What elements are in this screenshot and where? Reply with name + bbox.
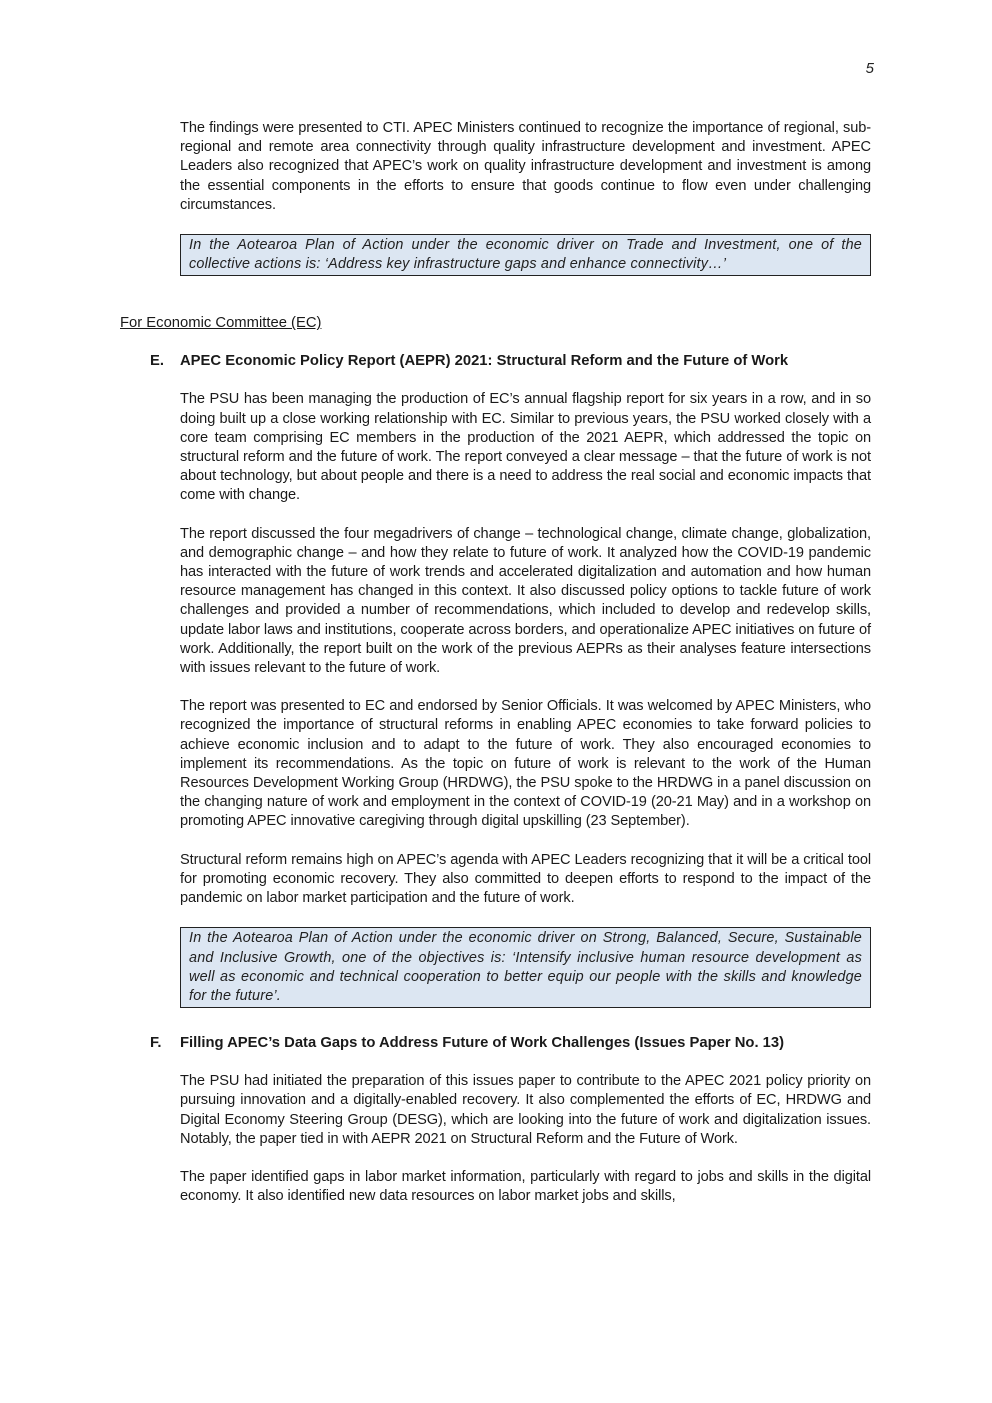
committee-label: For Economic Committee (EC)	[120, 315, 322, 332]
section-f-letter: F.	[150, 1035, 162, 1052]
section-e-title: APEC Economic Policy Report (AEPR) 2021: Structural Reform and the Future of Work	[180, 353, 789, 370]
section-e-paragraph-3: The report was presented to EC and endorsed by Senior Officials. It was welcomed by APEC Ministers, who recognized the importance of structural reforms in enabling APEC economies to take forward policies to achieve economic inclusion and to adapt to the future of work. They also encouraged economies to implement its recommendations. As the topic on future of work is relevant to the work of the Human Resources Development Working Group (HRDWG), the PSU spoke to the HRDWG in a panel discussion on the changing nature of work and employment in the context of COVID-19 (20-21 May) and in a workshop on promoting APEC innovative caregiving through digital upskilling (23 September).	[180, 698, 871, 830]
section-e-paragraph-4: Structural reform remains high on APEC’s agenda with APEC Leaders recognizing that it will be a critical tool for promoting economic recovery. They also committed to deepen efforts to respond to the impact of the pandemic on labor market participation and the future of work.	[180, 851, 871, 907]
section-e-paragraph-2: The report discussed the four megadrivers of change – technological change, climate change, globalization, and demographic change – and how they relate to future of work. It analyzed how the COVID-19 pandemic has interacted with the future of work trends and accelerated digitalization and automation and how human resource management has changed in this context. It also discussed policy options to tackle future of work challenges and provided a number of recommendations, which included to develop and redevelop skills, update labor laws and institutions, cooperate across borders, and operationalize APEC initiatives on future of work. Additionally, the report built on the work of the previous AEPRs as their analyses feature intersections with issues relevant to the future of work.	[180, 525, 871, 677]
section-e-heading	[150, 352, 871, 371]
intro-paragraph: The findings were presented to CTI. APEC Ministers continued to recognize the importance of regional, sub-regional and remote area connectivity through quality infrastructure development and investment. APEC Leaders also recognized that APEC’s work on quality infrastructure development and investment is among the essential components in the efforts to ensure that goods continue to flow even under challenging circumstances.	[180, 120, 871, 213]
section-f-paragraph-1: The PSU had initiated the preparation of this issues paper to contribute to the APEC 2021 policy priority on pursuing innovation and a digitally-enabled recovery. It also complemented the efforts of EC, HRDWG and Digital Economy Steering Group (DESG), which are looking into the future of work and digitalization issues. Notably, the paper tied in with AEPR 2021 on Structural Reform and the Future of Work.	[180, 1073, 871, 1147]
section-f-heading	[150, 1034, 871, 1053]
section-e-callout-box: In the Aotearoa Plan of Action under the economic driver on Strong, Balanced, Secure, Sustainable and Inclusive Growth, one of the objectives is: ‘Intensify inclusive human resource development as well as economic and technical cooperation to better equip our people with the skills and knowledge for the future’.	[180, 927, 871, 1008]
document-body	[0, 119, 992, 1206]
committee-label-row	[0, 314, 992, 333]
section-e-letter: E.	[150, 353, 164, 370]
page-number: 5	[865, 60, 874, 77]
section-e-paragraph-1: The PSU has been managing the production of EC’s annual flagship report for six years in a row, and in so doing built up a close working relationship with EC. Similar to previous years, the PSU worked closely with a core team comprising EC members in the production of the 2021 AEPR, which addressed the topic on structural reform and the future of work. The report conveyed a clear message – that the future of work is not about technology, but about people and there is a need to address the real social and economic impacts that come with change.	[180, 391, 871, 504]
intro-callout-box: In the Aotearoa Plan of Action under the economic driver on Trade and Investment, one of the collective actions is: ‘Address key infrastructure gaps and enhance connectivity…’	[180, 234, 871, 276]
section-f-title: Filling APEC’s Data Gaps to Address Future of Work Challenges (Issues Paper No. 13)	[180, 1035, 785, 1052]
section-f-paragraph-2: The paper identified gaps in labor market information, particularly with regard to jobs and skills in the digital economy. It also identified new data resources on labor market jobs and skills,	[180, 1168, 871, 1205]
